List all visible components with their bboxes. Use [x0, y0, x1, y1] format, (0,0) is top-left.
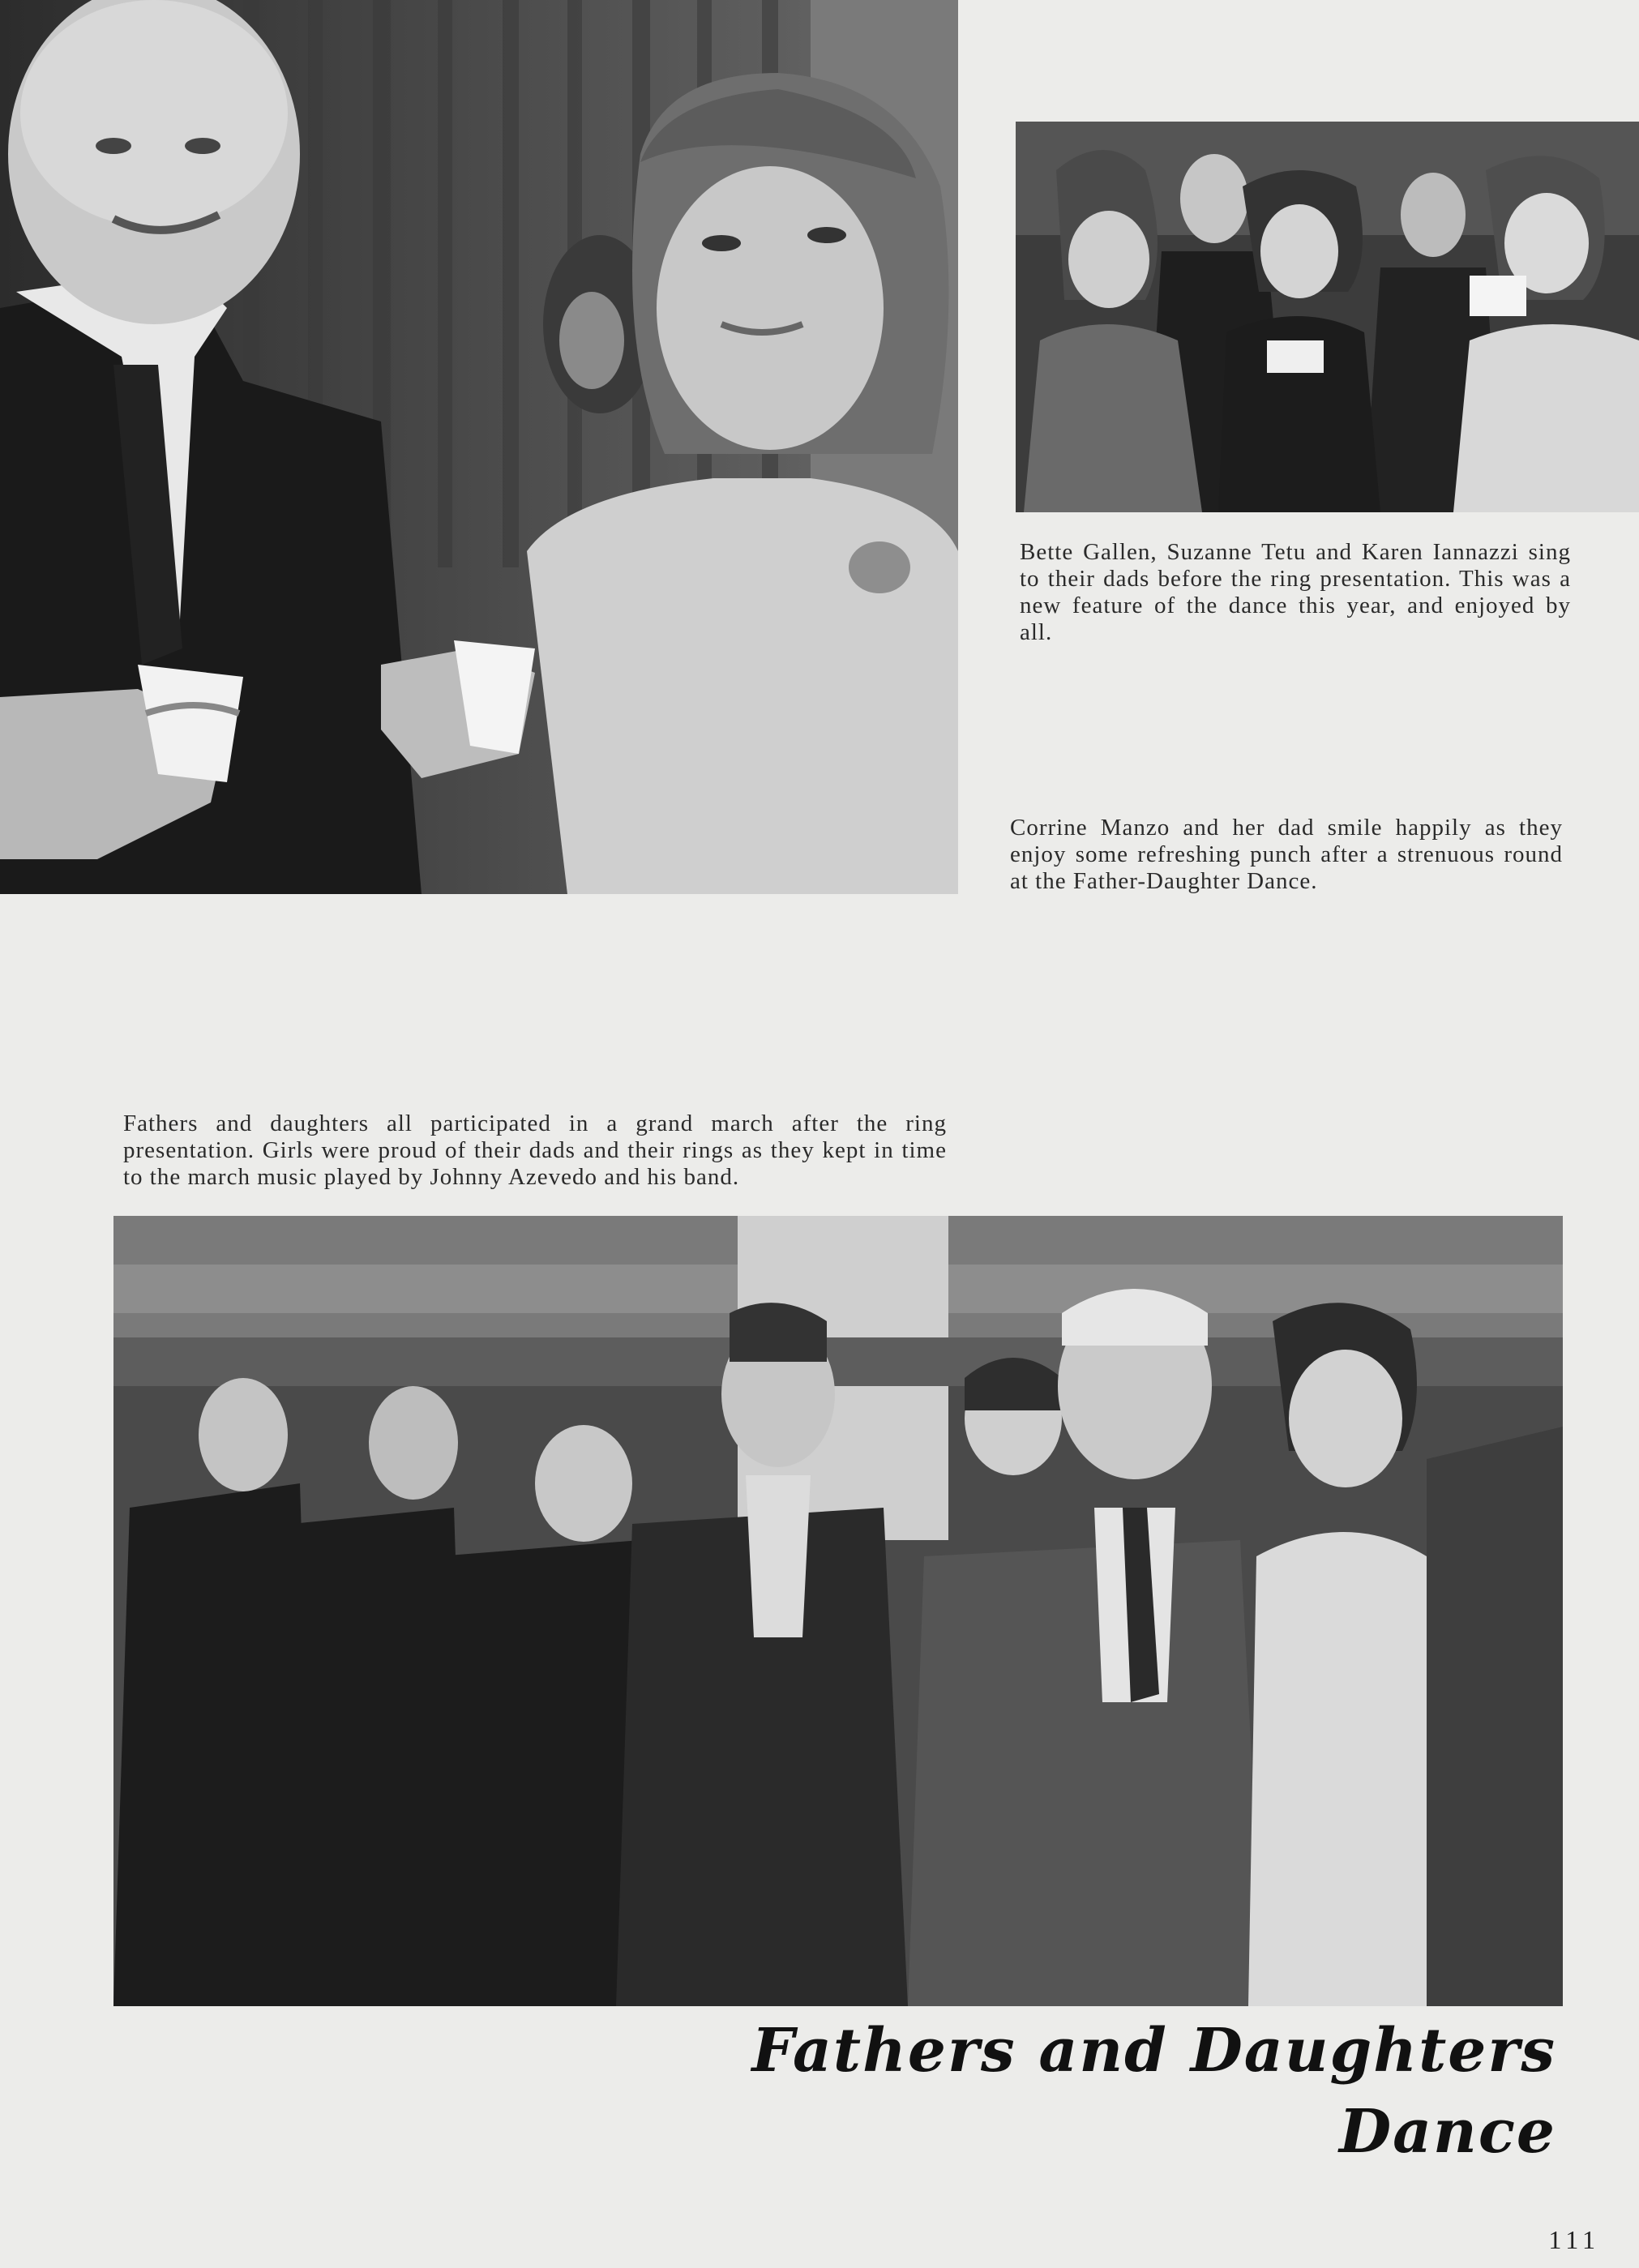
photo-grand-march: [113, 1216, 1563, 2006]
photo-grand-march-graphic: [113, 1216, 1563, 2006]
page-number: 111: [1548, 2225, 1600, 2254]
caption-father-daughter-punch: Corrine Manzo and her dad smile happily as they enjoy some refreshing punch after a strenuous round at the Father-Daughter Dance.: [1010, 815, 1563, 894]
caption-girls-singing: Bette Gallen, Suzanne Tetu and Karen Iannazzi sing to their dads before the ring presentation. This was a new feature of the dance this year, and enjoyed by all.: [1020, 539, 1571, 645]
photo-girls-singing-graphic: [1016, 122, 1639, 512]
page-title: Fathers and Daughters Dance: [751, 2016, 1556, 2167]
photo-father-daughter-punch-graphic: [0, 0, 958, 894]
caption-grand-march: Fathers and daughters all participated in a grand march after the ring presentation. Girls were proud of their dads and their rings as they kept in time to the march music played by Johnny Azevedo and his band.: [123, 1110, 947, 1190]
photo-girls-singing: [1016, 122, 1639, 512]
photo-father-daughter-punch: [0, 0, 958, 894]
